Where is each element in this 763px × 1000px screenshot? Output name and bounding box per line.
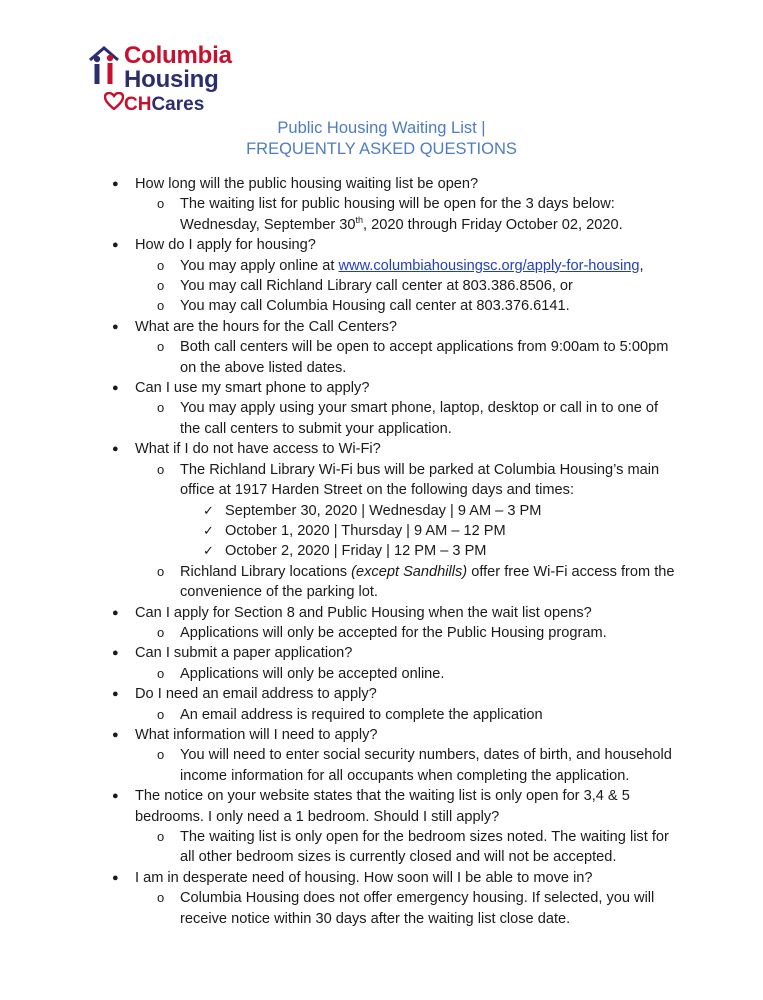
- question-text: Can I use my smart phone to apply?: [135, 380, 370, 397]
- bullet-icon: ●: [112, 443, 119, 456]
- faq-answer: [0, 398, 763, 439]
- bullet-icon: ●: [112, 728, 119, 741]
- circle-bullet-icon: o: [157, 706, 165, 722]
- question-text: I am in desperate need of housing. How soon will I be able to move in?: [135, 869, 593, 886]
- faq-answer: [0, 276, 763, 296]
- faq-question: [0, 643, 763, 663]
- answer-text: Applications will only be accepted for the Public Housing program.: [180, 624, 607, 641]
- logo-chcares-prefix: CH: [124, 94, 152, 115]
- columbia-housing-logo: [88, 40, 268, 120]
- answer-text: You will need to enter social security numbers, dates of birth, and household income information for all occupants when completing the application.: [180, 747, 672, 784]
- question-text: The notice on your website states that the waiting list is only open for 3,4 & 5 bedrooms. I only need a 1 bedroom. Should I still apply?: [135, 788, 630, 825]
- faq-answer: [0, 296, 763, 316]
- faq-answer: [0, 256, 763, 276]
- faq-question: [0, 439, 763, 459]
- page-title-line2: FREQUENTLY ASKED QUESTIONS: [246, 140, 517, 158]
- superscript: th: [355, 214, 364, 225]
- checkmark-icon: ✓: [203, 543, 214, 559]
- circle-bullet-icon: o: [157, 278, 165, 294]
- page-title: [0, 118, 763, 160]
- logo-line-housing: Housing: [124, 66, 219, 93]
- bullet-icon: ●: [112, 871, 119, 884]
- faq-answer: [0, 888, 763, 929]
- faq-question: [0, 174, 763, 194]
- question-text: Can I submit a paper application?: [135, 645, 353, 662]
- faq-question: [0, 684, 763, 704]
- question-text: How long will the public housing waiting list be open?: [135, 176, 479, 192]
- faq-answer: [0, 194, 763, 235]
- faq-checklist-item: [0, 541, 763, 561]
- circle-bullet-icon: o: [157, 747, 165, 763]
- answer-text: Columbia Housing does not offer emergency housing. If selected, you will receive notice within 30 days after the waiting list close date.: [180, 890, 655, 927]
- checklist-text: September 30, 2020 | Wednesday | 9 AM – 3 PM: [225, 502, 542, 519]
- circle-bullet-icon: o: [157, 339, 165, 355]
- answer-text: The waiting list for public housing will be open for the 3 days below: Wednesday, September 30: [180, 196, 615, 233]
- circle-bullet-icon: o: [157, 624, 165, 640]
- checklist-text: October 2, 2020 | Friday | 12 PM – 3 PM: [225, 543, 487, 560]
- faq-answer: [0, 337, 763, 378]
- answer-text: An email address is required to complete the application: [180, 706, 543, 723]
- faq-question: [0, 235, 763, 255]
- logo-chcares: [124, 94, 204, 116]
- faq-question: [0, 603, 763, 623]
- circle-bullet-icon: o: [157, 257, 165, 273]
- question-text: How do I apply for housing?: [135, 237, 316, 254]
- circle-bullet-icon: o: [157, 298, 165, 314]
- logo-chcares-suffix: Cares: [151, 94, 205, 115]
- faq-answer: [0, 664, 763, 684]
- faq-question: [0, 725, 763, 745]
- question-text: What are the hours for the Call Centers?: [135, 318, 398, 335]
- checkmark-icon: ✓: [203, 502, 214, 518]
- answer-text: Richland Library locations: [180, 563, 352, 580]
- faq-answer: [0, 623, 763, 643]
- checklist-text: October 1, 2020 | Thursday | 9 AM – 12 PM: [225, 522, 506, 539]
- faq-list: [0, 174, 763, 929]
- answer-text: offer free Wi-Fi access from the convenience of the parking lot.: [180, 563, 675, 601]
- answer-text: , 2020 through Friday October 02, 2020.: [363, 216, 623, 233]
- logo-line-columbia: Columbia: [124, 42, 232, 69]
- bullet-icon: ●: [112, 178, 119, 190]
- circle-bullet-icon: o: [157, 665, 165, 681]
- circle-bullet-icon: o: [157, 890, 165, 906]
- answer-text: ,: [639, 257, 644, 274]
- circle-bullet-icon: o: [157, 563, 165, 579]
- circle-bullet-icon: o: [157, 829, 165, 844]
- bullet-icon: ●: [112, 382, 119, 395]
- bullet-icon: ●: [112, 688, 119, 701]
- bullet-icon: ●: [112, 647, 119, 660]
- question-text: What if I do not have access to Wi-Fi?: [135, 441, 381, 458]
- question-text: Can I apply for Section 8 and Public Housing when the wait list opens?: [135, 604, 592, 621]
- faq-question: [0, 378, 763, 398]
- bullet-icon: ●: [112, 606, 119, 619]
- answer-text: You may call Columbia Housing call center at 803.376.6141.: [180, 298, 570, 315]
- faq-question: [0, 868, 763, 888]
- house-people-icon: [88, 44, 124, 94]
- bullet-icon: ●: [112, 239, 119, 252]
- apply-for-housing-link[interactable]: www.columbiahousingsc.org/apply-for-housing: [338, 257, 640, 274]
- bullet-icon: ●: [112, 320, 119, 333]
- checkmark-icon: ✓: [203, 522, 214, 538]
- faq-checklist-item: [0, 501, 763, 521]
- circle-bullet-icon: o: [157, 400, 165, 416]
- answer-text: You may apply online at: [180, 257, 339, 274]
- answer-text: Both call centers will be open to accept applications from 9:00am to 5:00pm on the above listed dates.: [180, 339, 669, 376]
- faq-answer: [0, 827, 763, 868]
- faq-question: [0, 786, 763, 827]
- circle-bullet-icon: o: [157, 196, 165, 212]
- faq-answer: [0, 745, 763, 786]
- answer-text: You may call Richland Library call center at 803.386.8506, or: [180, 278, 573, 295]
- faq-answer: [0, 562, 763, 603]
- answer-text: Applications will only be accepted online.: [180, 665, 445, 682]
- page-title-line1: Public Housing Waiting List |: [277, 119, 486, 137]
- bullet-icon: ●: [112, 790, 119, 803]
- faq-answer: [0, 705, 763, 725]
- heart-icon: [104, 92, 124, 110]
- question-text: What information will I need to apply?: [135, 726, 378, 743]
- faq-question: [0, 317, 763, 337]
- question-text: Do I need an email address to apply?: [135, 686, 377, 703]
- faq-checklist-item: [0, 521, 763, 541]
- answer-text: The Richland Library Wi-Fi bus will be parked at Columbia Housing’s main office at 1917 Harden Street on the following days and times:: [180, 461, 660, 499]
- answer-text: The waiting list is only open for the bedroom sizes noted. The waiting list for all other bedroom sizes is currently closed and will not be accepted.: [180, 829, 669, 866]
- faq-answer: [0, 460, 763, 501]
- circle-bullet-icon: o: [157, 461, 165, 477]
- answer-emphasis: (except Sandhills): [351, 563, 468, 580]
- answer-text: You may apply using your smart phone, laptop, desktop or call in to one of the call centers to submit your application.: [180, 400, 659, 437]
